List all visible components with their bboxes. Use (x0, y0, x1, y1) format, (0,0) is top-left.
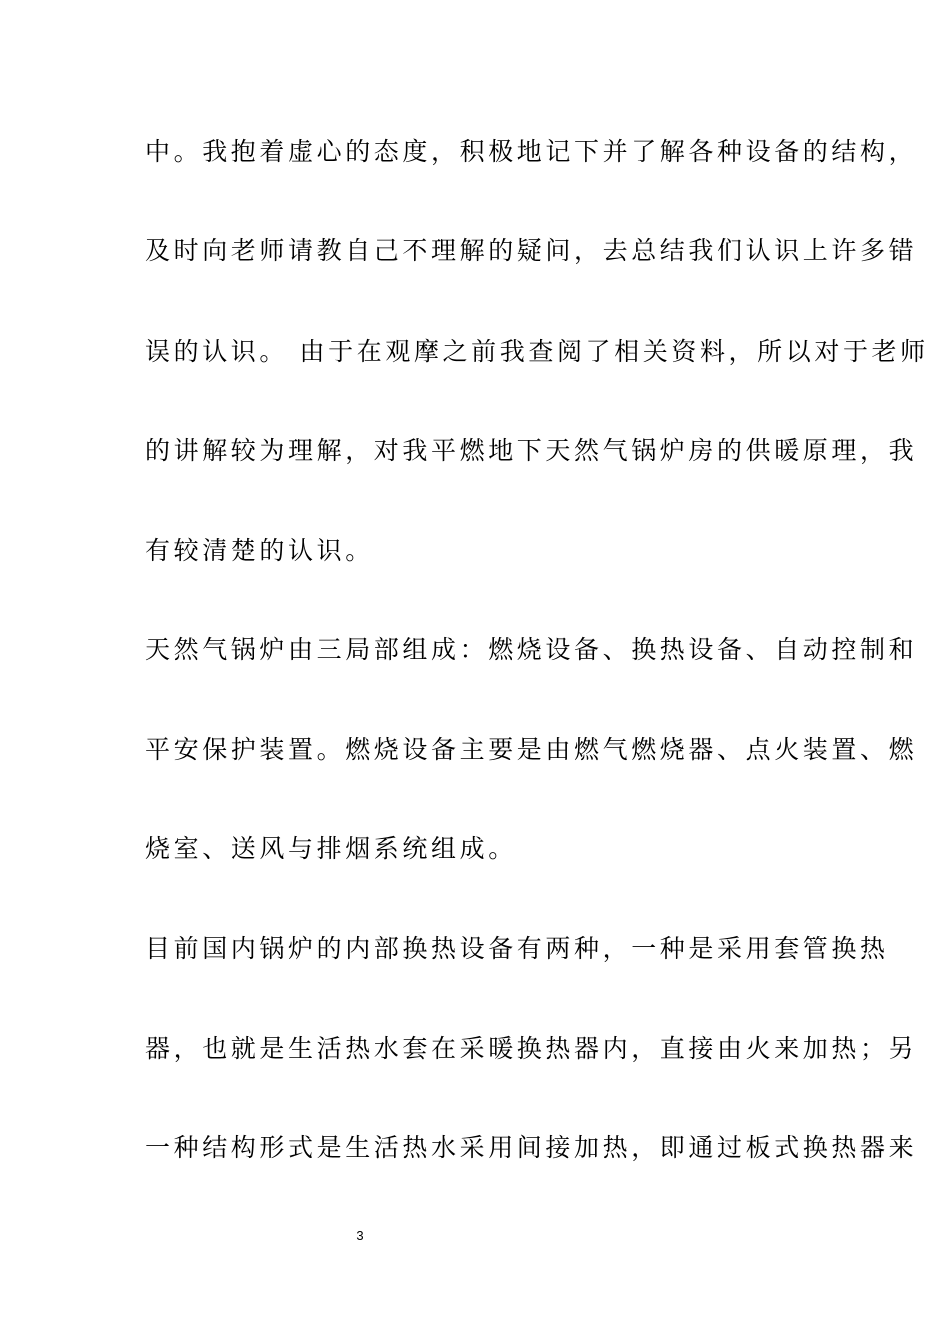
text-line: 的讲解较为理解，对我平燃地下天然气锅炉房的供暖原理，我 (145, 436, 918, 465)
text-line: 天然气锅炉由三局部组成：燃烧设备、换热设备、自动控制和 (145, 635, 918, 664)
text-line: 目前国内锅炉的内部换热设备有两种，一种是采用套管换热 (145, 934, 889, 963)
text-line: 误的认识。 由于在观摩之前我查阅了相关资料，所以对于老师 (145, 337, 929, 366)
page-number: 3 (356, 1228, 364, 1243)
text-line: 有较清楚的认识。 (145, 536, 374, 565)
text-line: 烧室、送风与排烟系统组成。 (145, 834, 517, 863)
text-line: 器，也就是生活热水套在采暖换热器内，直接由火来加热；另 (145, 1034, 918, 1063)
text-line: 一种结构形式是生活热水采用间接加热，即通过板式换热器来 (145, 1133, 918, 1162)
text-line: 中。我抱着虚心的态度，积极地记下并了解各种设备的结构， (145, 137, 918, 166)
text-line: 平安保护装置。燃烧设备主要是由燃气燃烧器、点火装置、燃 (145, 735, 918, 764)
text-line: 及时向老师请教自己不理解的疑问，去总结我们认识上许多错 (145, 236, 918, 265)
